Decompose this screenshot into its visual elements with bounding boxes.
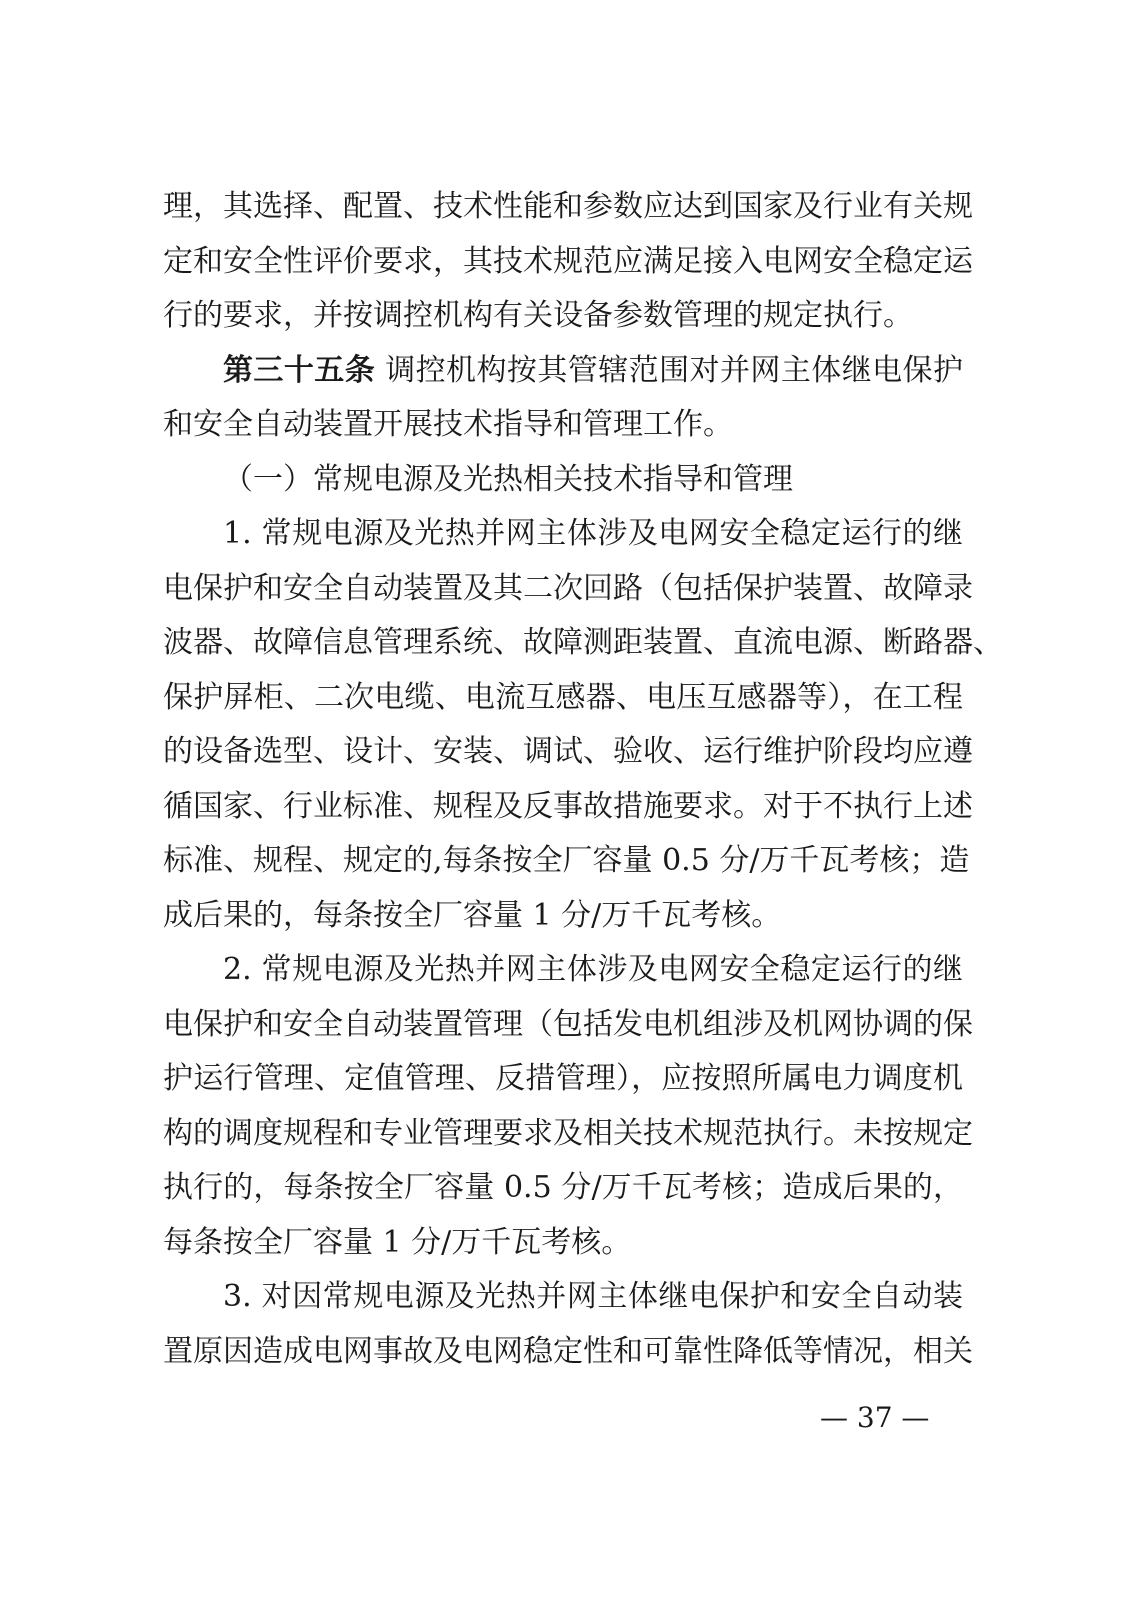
text-line: 电保护和安全自动装置及其二次回路（包括保护装置、故障录 [163, 570, 973, 606]
text-line: 2. 常规电源及光热并网主体涉及电网安全稳定运行的继 [223, 952, 963, 987]
text-line: 置原因造成电网事故及电网稳定性和可靠性降低等情况，相关 [163, 1333, 973, 1369]
text-line: 和安全自动装置开展技术指导和管理工作。 [163, 407, 733, 442]
article-text: 调控机构按其管辖范围对并网主体继电保护 [385, 352, 964, 388]
text-line: 护运行管理、定值管理、反措管理），应按照所属电力调度机 [163, 1061, 963, 1096]
text-line: 理，其选择、配置、技术性能和参数应达到国家及行业有关规 [163, 189, 973, 224]
text-line: 1. 常规电源及光热并网主体涉及电网安全稳定运行的继 [223, 516, 963, 551]
text-line: 定和安全性评价要求，其技术规范应满足接入电网安全稳定运 [163, 243, 973, 279]
page-number: — 37 — [820, 1401, 930, 1434]
text-line: 执行的，每条按全厂容量 0.5 分/万千瓦考核；造成后果的， [163, 1170, 963, 1205]
text-line: 每条按全厂容量 1 分/万千瓦考核。 [163, 1224, 632, 1260]
text-line: 循国家、行业标准、规程及反事故措施要求。对于不执行上述 [163, 788, 973, 824]
section-heading: （一）常规电源及光热相关技术指导和管理 [223, 461, 793, 497]
text-line: 标准、规程、规定的,每条按全厂容量 0.5 分/万千瓦考核；造 [163, 843, 970, 878]
article-line [163, 344, 963, 399]
text-line: 3. 对因常规电源及光热并网主体继电保护和安全自动装 [223, 1279, 963, 1314]
text-line: 构的调度规程和专业管理要求及相关技术规范执行。未按规定 [163, 1115, 973, 1151]
text-line: 波器、故障信息管理系统、故障测距装置、直流电源、断路器、 [163, 625, 1003, 660]
text-line: 的设备选型、设计、安装、调试、验收、运行维护阶段均应遵 [163, 734, 973, 769]
text-line: 成后果的，每条按全厂容量 1 分/万千瓦考核。 [163, 897, 782, 933]
text-line: 保护屏柜、二次电缆、电流互感器、电压互感器等），在工程 [163, 679, 963, 715]
text-line: 行的要求，并按调控机构有关设备参数管理的规定执行。 [163, 298, 913, 333]
document-body [163, 180, 1003, 1379]
article-heading: 第三十五条 [223, 352, 376, 388]
text-line: 电保护和安全自动装置管理（包括发电机组涉及机网协调的保 [163, 1006, 973, 1042]
